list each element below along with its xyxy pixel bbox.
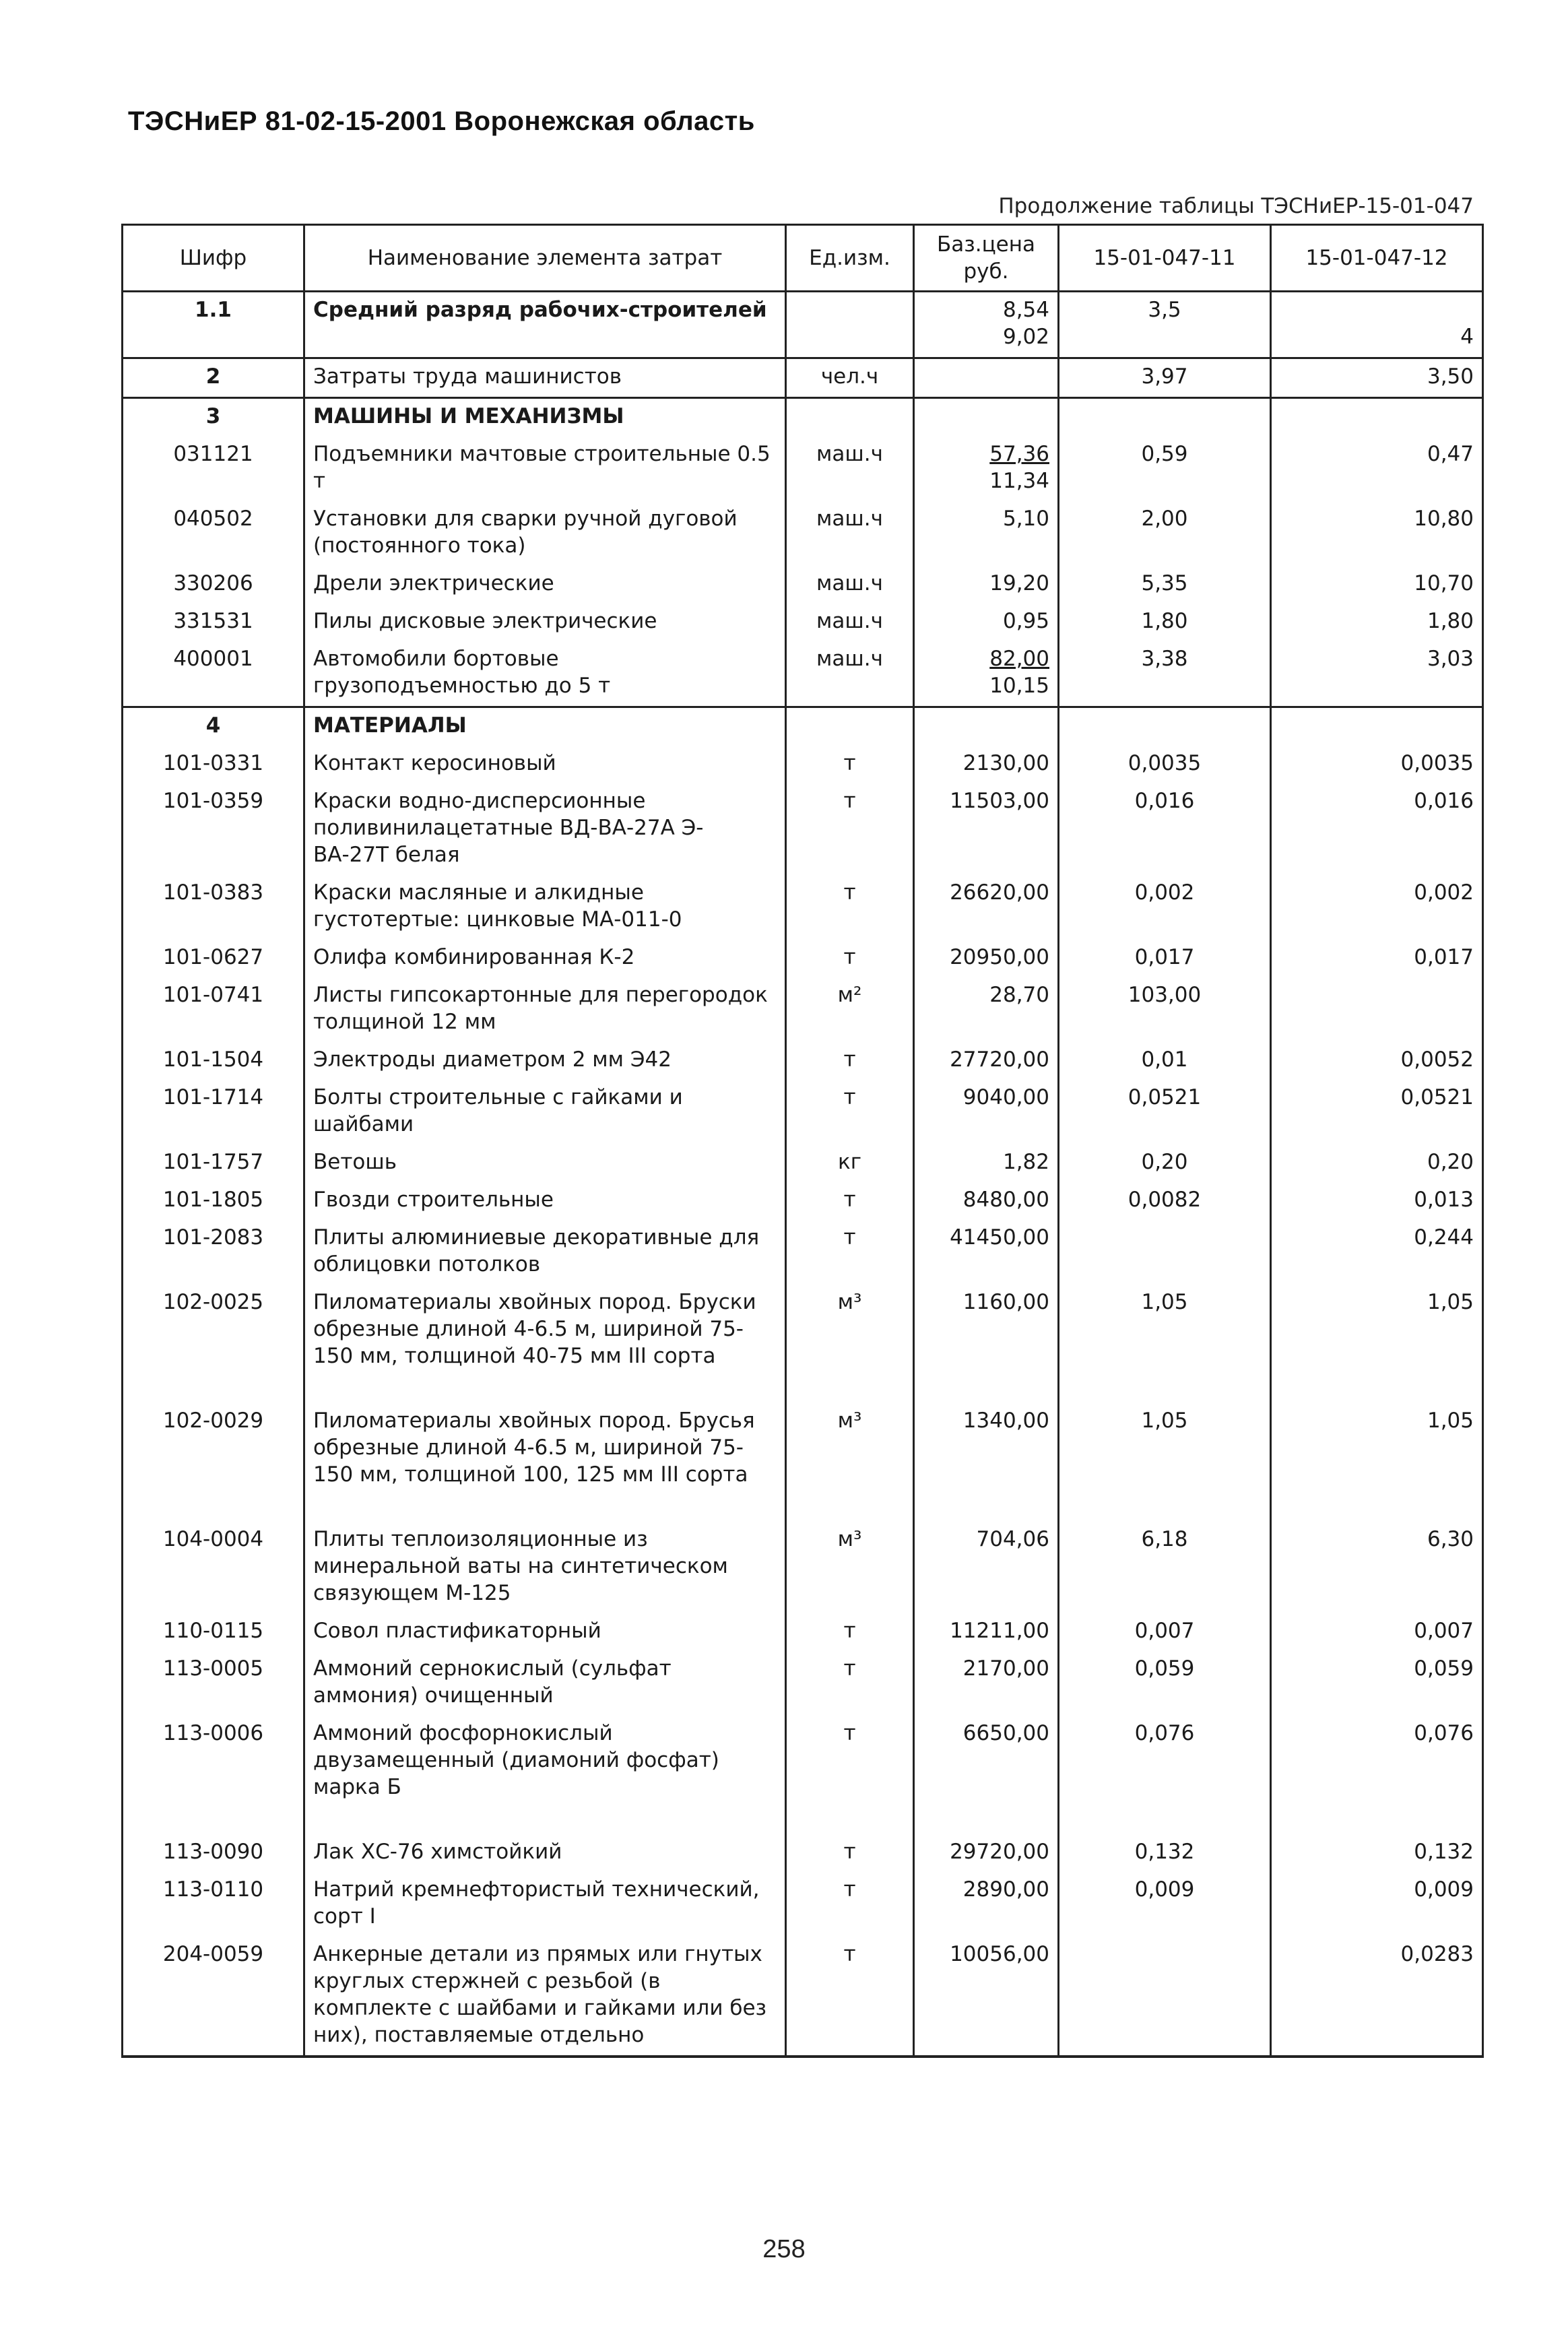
row-price-main: 57,36	[989, 442, 1049, 466]
table-row	[123, 1220, 1483, 1285]
document-title: ТЭСНиЕР 81-02-15-2001 Воронежская область	[128, 106, 755, 136]
row-value-col2: 1,05	[1271, 1403, 1483, 1522]
row-code: 400001	[123, 641, 304, 707]
row-value-col2: 0,47	[1271, 437, 1483, 501]
table-row	[123, 1716, 1483, 1834]
row-unit: маш.ч	[786, 604, 914, 641]
row-name: Краски водно-дисперсионные поливинилацетатные ВД-ВА-27А Э-ВА-27Т белая	[304, 783, 786, 875]
row-value-col2: 3,50	[1271, 358, 1483, 398]
page-number: 258	[762, 2235, 806, 2263]
table-row	[123, 1522, 1483, 1613]
row-value-col2: 0,013	[1271, 1182, 1483, 1220]
row-name: Подъемники мачтовые строительные 0.5 т	[304, 437, 786, 501]
row-value-col1: 0,0521	[1059, 1080, 1271, 1144]
row-unit: т	[786, 1834, 914, 1872]
row-value-col2: 0,244	[1271, 1220, 1483, 1285]
row-unit: чел.ч	[786, 358, 914, 398]
row-code: 101-0359	[123, 783, 304, 875]
row-value-col1	[1059, 707, 1271, 746]
row-unit: т	[786, 1651, 914, 1716]
row-name: Лак ХС-76 химстойкий	[304, 1834, 786, 1872]
row-value-col2: 0,0283	[1271, 1937, 1483, 2057]
row-unit: т	[786, 1872, 914, 1937]
table-row	[123, 1080, 1483, 1144]
row-value-col1: 3,97	[1059, 358, 1271, 398]
row-price: 1340,00	[914, 1403, 1059, 1522]
row-price: 20950,00	[914, 940, 1059, 977]
row-code: 113-0005	[123, 1651, 304, 1716]
row-code: 104-0004	[123, 1522, 304, 1613]
row-name: Болты строительные с гайками и шайбами	[304, 1080, 786, 1144]
row-value-col1: 0,009	[1059, 1872, 1271, 1937]
row-price	[914, 292, 1059, 358]
header-price: Баз.цена руб.	[914, 225, 1059, 292]
row-name: Электроды диаметром 2 мм Э42	[304, 1042, 786, 1080]
row-name: Гвозди строительные	[304, 1182, 786, 1220]
table-row	[123, 641, 1483, 707]
table-row	[123, 1937, 1483, 2057]
row-price: 5,10	[914, 501, 1059, 566]
row-code: 110-0115	[123, 1613, 304, 1651]
row-code: 330206	[123, 566, 304, 604]
header-code: Шифр	[123, 225, 304, 292]
row-name: Установки для сварки ручной дуговой (постоянного тока)	[304, 501, 786, 566]
row-name: Аммоний сернокислый (сульфат аммония) очищенный	[304, 1651, 786, 1716]
row-unit: кг	[786, 1144, 914, 1182]
row-value-col1: 0,076	[1059, 1716, 1271, 1834]
row-name: Затраты труда машинистов	[304, 358, 786, 398]
row-code: 113-0090	[123, 1834, 304, 1872]
row-value-col1: 6,18	[1059, 1522, 1271, 1613]
row-unit: т	[786, 783, 914, 875]
row-value-col1: 1,05	[1059, 1285, 1271, 1403]
row-value-col1: 5,35	[1059, 566, 1271, 604]
row-value-col2	[1271, 398, 1483, 437]
row-value-col1: 0,007	[1059, 1613, 1271, 1651]
row-name: Анкерные детали из прямых или гнутых круглых стержней с резьбой (в комплекте с шайбами и гайками или без них), поставляемые отдельно	[304, 1937, 786, 2057]
row-name: Плиты алюминиевые декоративные для облицовки потолков	[304, 1220, 786, 1285]
row-price: 2130,00	[914, 746, 1059, 783]
row-value-col1: 3,38	[1059, 641, 1271, 707]
row-name: МАШИНЫ И МЕХАНИЗМЫ	[304, 398, 786, 437]
row-price: 28,70	[914, 977, 1059, 1042]
row-price-main: 8,54	[1002, 298, 1049, 322]
row-code: 101-1714	[123, 1080, 304, 1144]
row-name: Пилы дисковые электрические	[304, 604, 786, 641]
table-row	[123, 1834, 1483, 1872]
row-value-col1	[1059, 398, 1271, 437]
row-code: 101-0741	[123, 977, 304, 1042]
row-price: 10056,00	[914, 1937, 1059, 2057]
row-value-col1	[1059, 1220, 1271, 1285]
row-code: 113-0110	[123, 1872, 304, 1937]
row-name: Автомобили бортовые грузоподъемностью до 5 т	[304, 641, 786, 707]
row-price: 704,06	[914, 1522, 1059, 1613]
row-value-col2: 10,80	[1271, 501, 1483, 566]
row-price: 11211,00	[914, 1613, 1059, 1651]
row-name: Совол пластификаторный	[304, 1613, 786, 1651]
row-name: Пиломатериалы хвойных пород. Бруски обрезные длиной 4-6.5 м, шириной 75-150 мм, толщиной 40-75 мм III сорта	[304, 1285, 786, 1403]
row-code: 2	[123, 358, 304, 398]
row-name: Аммоний фосфорнокислый двузамещенный (диамоний фосфат) марка Б	[304, 1716, 786, 1834]
row-value-col2-text: 4	[1460, 325, 1474, 349]
table-row	[123, 746, 1483, 783]
row-value-col1: 3,5	[1059, 292, 1271, 358]
table-row	[123, 1403, 1483, 1522]
row-value-col2: 3,03	[1271, 641, 1483, 707]
row-price-secondary: 10,15	[989, 674, 1049, 698]
row-price: 1160,00	[914, 1285, 1059, 1403]
row-price	[914, 641, 1059, 707]
table-row	[123, 940, 1483, 977]
row-price: 11503,00	[914, 783, 1059, 875]
row-unit: маш.ч	[786, 501, 914, 566]
row-code: 101-1805	[123, 1182, 304, 1220]
row-price: 27720,00	[914, 1042, 1059, 1080]
row-code: 102-0029	[123, 1403, 304, 1522]
table-row	[123, 1144, 1483, 1182]
row-unit: т	[786, 1182, 914, 1220]
row-value-col2	[1271, 292, 1483, 358]
table-header-row	[123, 225, 1483, 292]
row-name: Плиты теплоизоляционные из минеральной ваты на синтетическом связующем М-125	[304, 1522, 786, 1613]
row-code: 331531	[123, 604, 304, 641]
row-unit: м³	[786, 1522, 914, 1613]
row-price: 26620,00	[914, 875, 1059, 940]
row-unit: т	[786, 875, 914, 940]
row-code: 040502	[123, 501, 304, 566]
row-value-col2	[1271, 707, 1483, 746]
table-row	[123, 875, 1483, 940]
row-value-col2: 0,0035	[1271, 746, 1483, 783]
row-value-col1: 0,59	[1059, 437, 1271, 501]
row-code: 113-0006	[123, 1716, 304, 1834]
row-unit: маш.ч	[786, 566, 914, 604]
row-value-col2: 6,30	[1271, 1522, 1483, 1613]
table-row	[123, 1651, 1483, 1716]
row-value-col2: 0,0052	[1271, 1042, 1483, 1080]
row-price: 6650,00	[914, 1716, 1059, 1834]
table-row	[123, 783, 1483, 875]
row-unit: т	[786, 940, 914, 977]
row-value-col1: 0,0035	[1059, 746, 1271, 783]
row-code: 204-0059	[123, 1937, 304, 2057]
row-unit: м²	[786, 977, 914, 1042]
row-price-main: 82,00	[989, 647, 1049, 671]
row-value-col2	[1271, 977, 1483, 1042]
section-row-materials	[123, 707, 1483, 746]
row-value-col1: 0,132	[1059, 1834, 1271, 1872]
table-row	[123, 977, 1483, 1042]
row-name: Дрели электрические	[304, 566, 786, 604]
row-value-col1: 0,20	[1059, 1144, 1271, 1182]
row-unit: т	[786, 1080, 914, 1144]
table-row	[123, 1042, 1483, 1080]
row-value-col2: 0,059	[1271, 1651, 1483, 1716]
row-code: 101-1504	[123, 1042, 304, 1080]
row-code: 031121	[123, 437, 304, 501]
row-value-col1	[1059, 1937, 1271, 2057]
row-code: 101-2083	[123, 1220, 304, 1285]
row-name: Ветошь	[304, 1144, 786, 1182]
row-name: Пиломатериалы хвойных пород. Брусья обрезные длиной 4-6.5 м, шириной 75-150 мм, толщиной 100, 125 мм III сорта	[304, 1403, 786, 1522]
header-col1: 15-01-047-11	[1059, 225, 1271, 292]
row-price: 29720,00	[914, 1834, 1059, 1872]
row-value-col2: 0,007	[1271, 1613, 1483, 1651]
row-name: Контакт керосиновый	[304, 746, 786, 783]
row-value-col2: 1,80	[1271, 604, 1483, 641]
table-row	[123, 1182, 1483, 1220]
row-unit	[786, 707, 914, 746]
row-price: 9040,00	[914, 1080, 1059, 1144]
row-unit: м³	[786, 1285, 914, 1403]
row-name: Листы гипсокартонные для перегородок толщиной 12 мм	[304, 977, 786, 1042]
row-price: 0,95	[914, 604, 1059, 641]
row-price	[914, 358, 1059, 398]
row-value-col2: 10,70	[1271, 566, 1483, 604]
table-row	[123, 1613, 1483, 1651]
row-price: 19,20	[914, 566, 1059, 604]
row-value-col1: 0,0082	[1059, 1182, 1271, 1220]
table-row	[123, 1285, 1483, 1403]
row-price: 8480,00	[914, 1182, 1059, 1220]
row-price	[914, 437, 1059, 501]
row-unit: маш.ч	[786, 437, 914, 501]
row-code: 101-1757	[123, 1144, 304, 1182]
row-value-col2: 0,002	[1271, 875, 1483, 940]
row-name: Средний разряд рабочих-строителей	[304, 292, 786, 358]
row-value-col2: 0,017	[1271, 940, 1483, 977]
row-code: 101-0383	[123, 875, 304, 940]
row-value-col2: 0,0521	[1271, 1080, 1483, 1144]
row-name: Краски масляные и алкидные густотертые: цинковые МА-011-0	[304, 875, 786, 940]
row-price: 41450,00	[914, 1220, 1059, 1285]
header-col2: 15-01-047-12	[1271, 225, 1483, 292]
row-value-col2: 0,016	[1271, 783, 1483, 875]
row-unit: т	[786, 1220, 914, 1285]
row-unit: т	[786, 746, 914, 783]
row-price: 2170,00	[914, 1651, 1059, 1716]
row-price: 2890,00	[914, 1872, 1059, 1937]
table-row	[123, 358, 1483, 398]
row-price: 1,82	[914, 1144, 1059, 1182]
row-code: 3	[123, 398, 304, 437]
row-value-col1: 0,017	[1059, 940, 1271, 977]
row-price	[914, 707, 1059, 746]
row-value-col1: 0,059	[1059, 1651, 1271, 1716]
row-code: 4	[123, 707, 304, 746]
row-code: 101-0331	[123, 746, 304, 783]
header-unit: Ед.изм.	[786, 225, 914, 292]
header-name: Наименование элемента затрат	[304, 225, 786, 292]
row-value-col1: 103,00	[1059, 977, 1271, 1042]
row-unit: т	[786, 1937, 914, 2057]
row-price-secondary: 9,02	[1002, 325, 1049, 349]
table-row	[123, 604, 1483, 641]
row-value-col2: 1,05	[1271, 1285, 1483, 1403]
row-value-col2: 0,132	[1271, 1834, 1483, 1872]
row-name: Олифа комбинированная К-2	[304, 940, 786, 977]
cost-elements-table	[121, 224, 1484, 2058]
row-name: МАТЕРИАЛЫ	[304, 707, 786, 746]
row-value-col1: 0,002	[1059, 875, 1271, 940]
row-price-secondary: 11,34	[989, 469, 1049, 493]
section-row-machines	[123, 398, 1483, 437]
row-code: 102-0025	[123, 1285, 304, 1403]
row-value-col2: 0,20	[1271, 1144, 1483, 1182]
row-unit: т	[786, 1716, 914, 1834]
row-unit	[786, 398, 914, 437]
row-value-col1: 2,00	[1059, 501, 1271, 566]
row-unit: т	[786, 1613, 914, 1651]
row-value-col2: 0,076	[1271, 1716, 1483, 1834]
row-name: Натрий кремнефтористый технический, сорт I	[304, 1872, 786, 1937]
row-unit: м³	[786, 1403, 914, 1522]
row-unit	[786, 292, 914, 358]
row-price	[914, 398, 1059, 437]
table-row	[123, 292, 1483, 358]
table-row	[123, 566, 1483, 604]
table-row	[123, 1872, 1483, 1937]
table-continuation-caption: Продолжение таблицы ТЭСНиЕР-15-01-047	[998, 194, 1474, 218]
table-row	[123, 501, 1483, 566]
table-row	[123, 437, 1483, 501]
row-value-col1: 0,01	[1059, 1042, 1271, 1080]
row-unit: т	[786, 1042, 914, 1080]
row-value-col1: 0,016	[1059, 783, 1271, 875]
row-unit: маш.ч	[786, 641, 914, 707]
row-value-col1: 1,80	[1059, 604, 1271, 641]
row-code: 101-0627	[123, 940, 304, 977]
row-value-col2: 0,009	[1271, 1872, 1483, 1937]
row-code: 1.1	[123, 292, 304, 358]
row-value-col1: 1,05	[1059, 1403, 1271, 1522]
